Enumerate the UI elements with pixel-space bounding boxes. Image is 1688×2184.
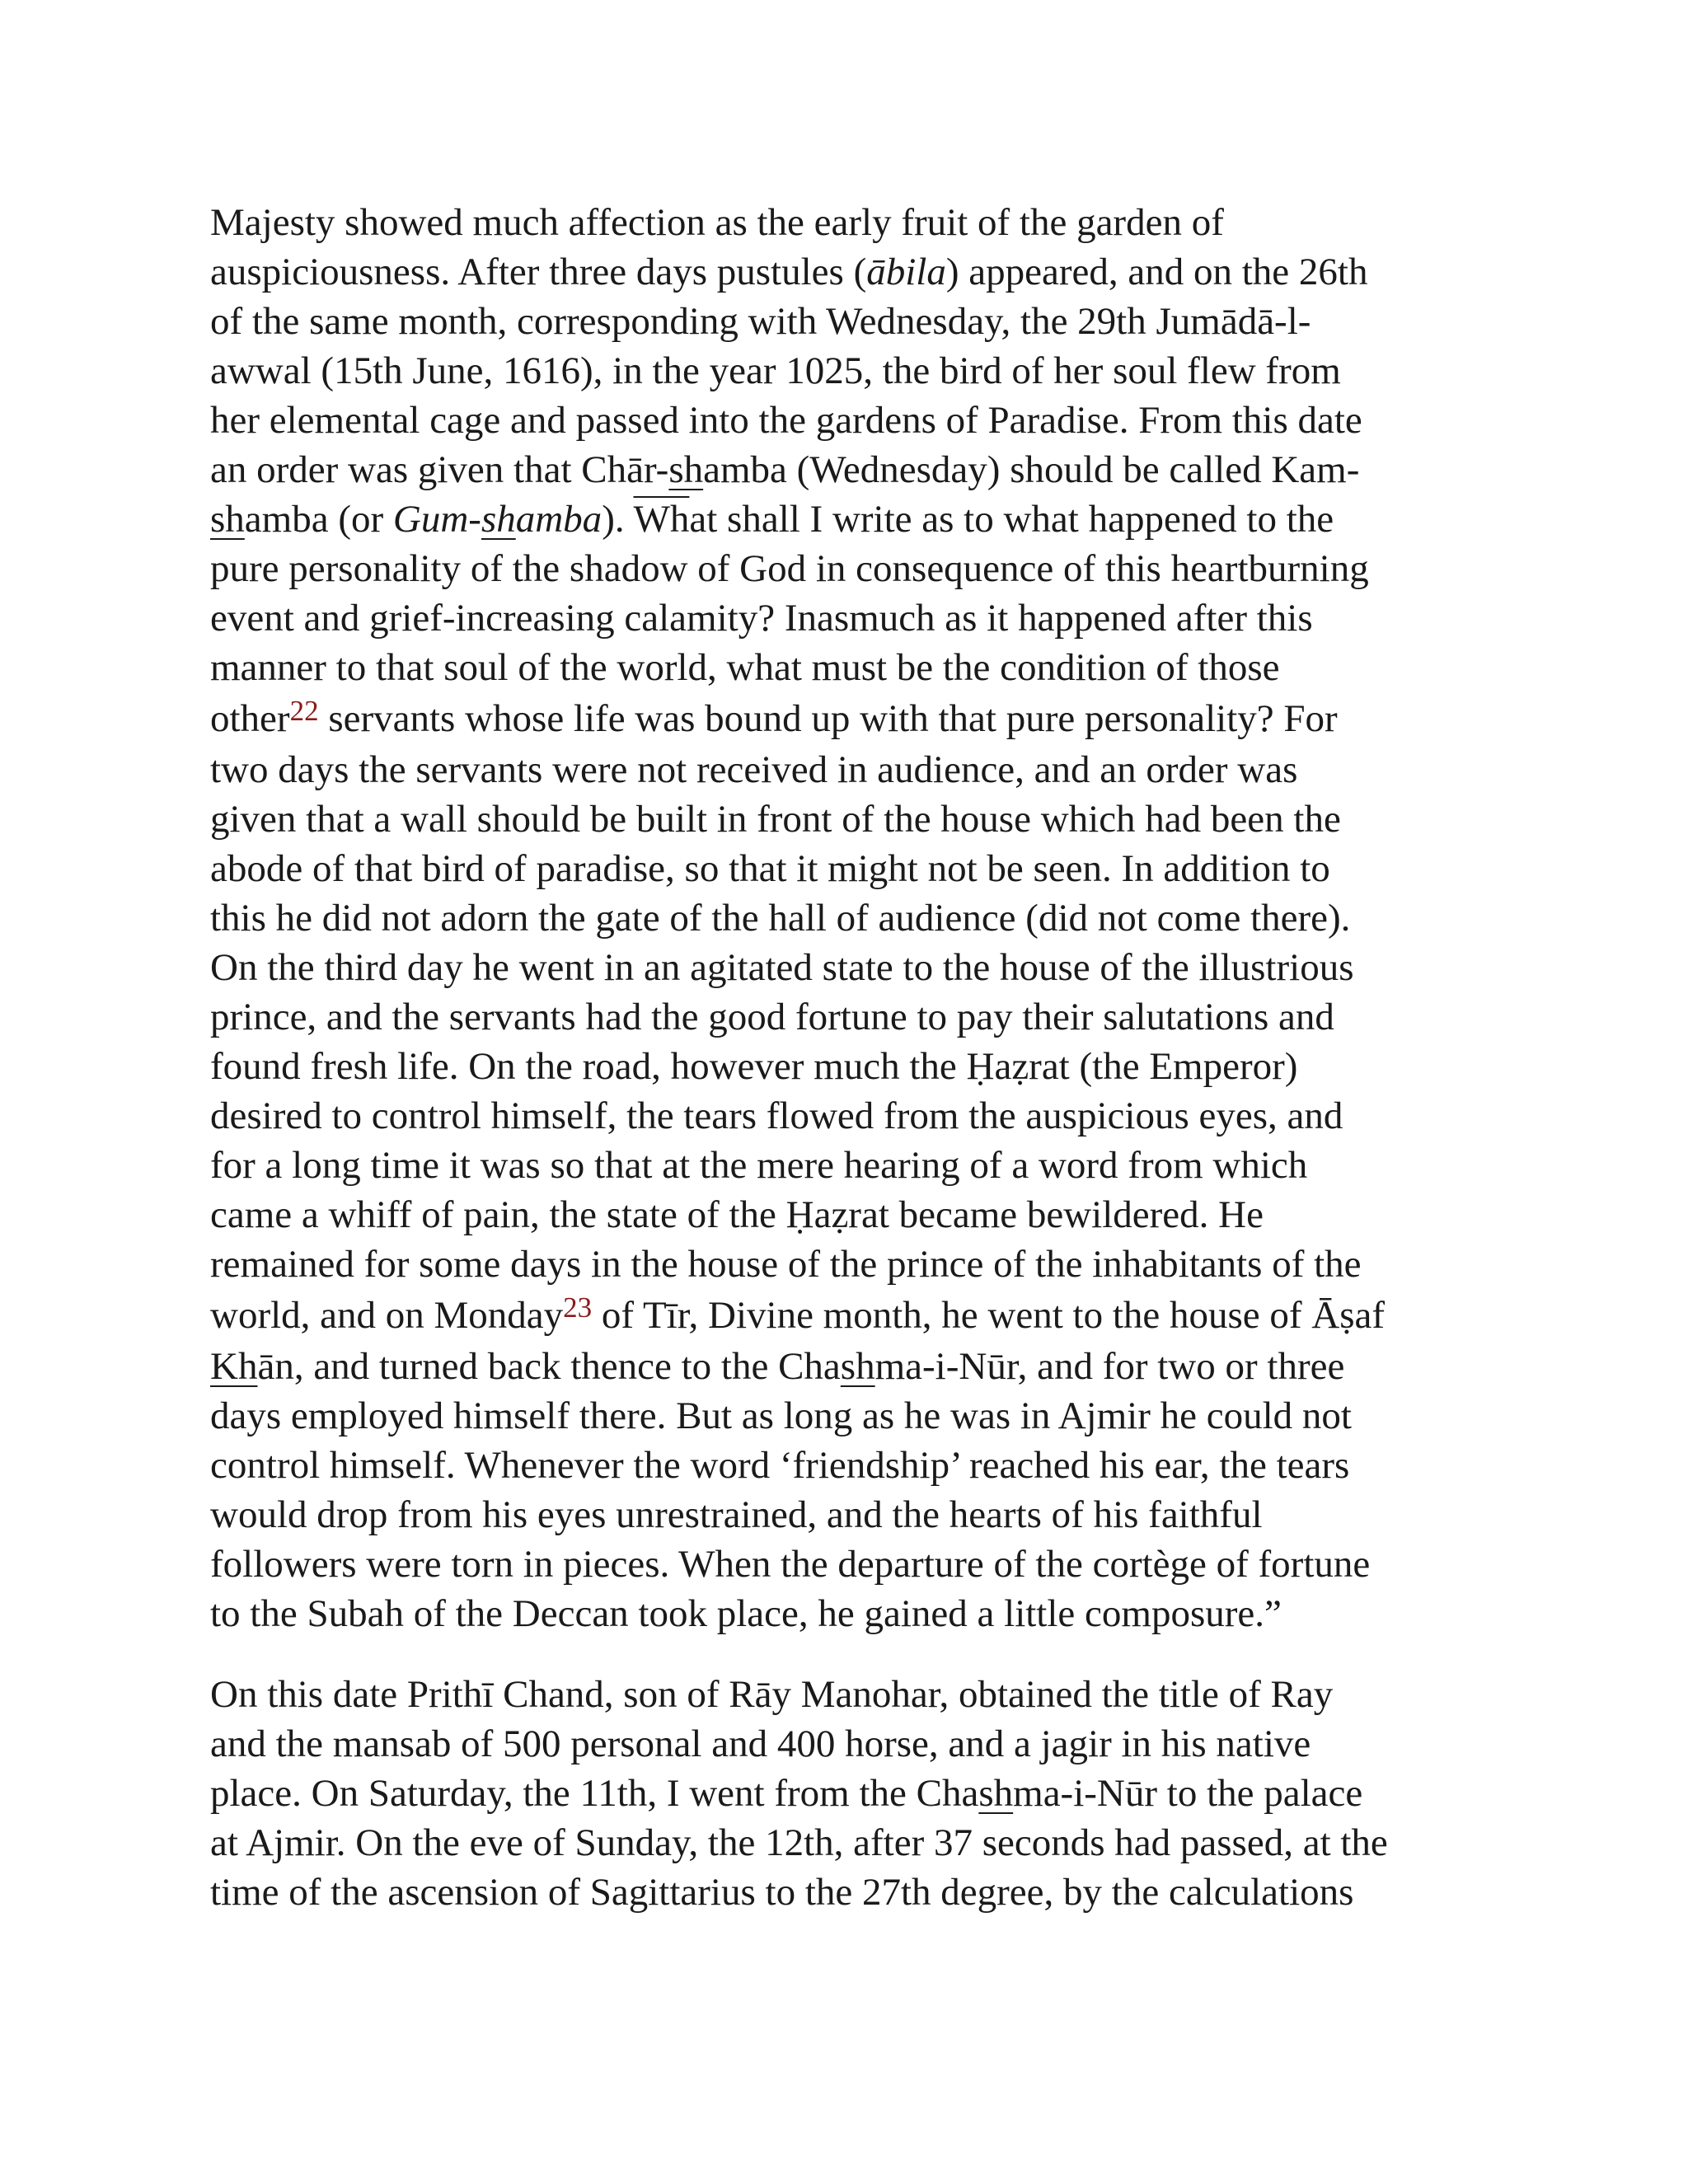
text-run: Kh — [210, 1345, 258, 1388]
text-line — [210, 1091, 1496, 1141]
text-line — [210, 1141, 1496, 1190]
text-run: ma-i-Nūr, and for two or three — [874, 1345, 1345, 1388]
text-line — [210, 643, 1496, 692]
text-run: other — [210, 697, 290, 740]
text-line — [210, 297, 1496, 346]
text-line — [210, 745, 1496, 794]
text-line — [210, 247, 1496, 297]
text-line — [210, 943, 1496, 992]
text-line — [210, 1670, 1496, 1719]
text-line — [210, 396, 1496, 445]
text-line — [210, 1490, 1496, 1540]
text-run: control himself. Whenever the word ‘friendship’ reached his ear, the tears — [210, 1444, 1350, 1487]
text-run: awwal (15th June, 1616), in the year 1025, the bird of her soul flew from — [210, 349, 1341, 392]
text-run: this he did not adorn the gate of the hall of audience (did not come there). — [210, 897, 1351, 940]
text-run: world, and on Monday — [210, 1294, 564, 1337]
paragraph — [210, 198, 1496, 1638]
text-run: followers were torn in pieces. When the departure of the cortège of fortune — [210, 1543, 1371, 1586]
text-run: would drop from his eyes unrestrained, and the hearts of his faithful — [210, 1493, 1263, 1536]
text-run: amba (or — [244, 498, 393, 541]
text-line — [210, 1719, 1496, 1769]
text-line — [210, 844, 1496, 893]
text-run: On the third day he went in an agitated state to the house of the illustrious — [210, 946, 1354, 989]
text-run: of Tīr, Divine month, he went to the house of Āṣaf — [592, 1294, 1386, 1337]
italic-term: ābila — [866, 251, 946, 293]
text-line — [210, 692, 1496, 745]
paragraph — [210, 1670, 1496, 1917]
text-line — [210, 1769, 1496, 1818]
text-run: an order was given that Chār- — [210, 448, 669, 491]
text-run: prince, and the servants had the good fortune to pay their salutations and — [210, 996, 1334, 1038]
text-line — [210, 494, 1496, 544]
text-run: sh — [668, 448, 704, 491]
italic-term: Gum- — [392, 498, 481, 541]
text-line — [210, 593, 1496, 643]
text-run: abode of that bird of paradise, so that it might not be seen. In addition to — [210, 847, 1330, 890]
text-run: found fresh life. On the road, however much the Ḥaẓrat (the Emperor) — [210, 1045, 1298, 1088]
italic-term: amba — [515, 498, 603, 541]
text-run: sh — [840, 1345, 875, 1388]
text-run: to the Subah of the Deccan took place, he gained a little composure.” — [210, 1592, 1282, 1635]
text-line — [210, 1441, 1496, 1490]
text-line — [210, 1868, 1496, 1917]
text-run: On this date Prithī Chand, son of Rāy Manohar, obtained the title of Ray — [210, 1673, 1334, 1716]
text-run: at Ajmir. On the eve of Sunday, the 12th, after 37 seconds had passed, at the — [210, 1821, 1388, 1864]
text-run: days employed himself there. But as long as he was in Ajmir he could not — [210, 1394, 1352, 1437]
text-run: sh — [978, 1772, 1014, 1815]
text-run: ān, and turned back thence to the Cha — [257, 1345, 841, 1388]
page-text — [210, 198, 1496, 1917]
italic-term: sh — [481, 498, 516, 541]
text-run: $\overline{Wh}$ — [633, 498, 690, 541]
text-line — [210, 992, 1496, 1042]
text-run: manner to that soul of the world, what must be the condition of those — [210, 646, 1280, 689]
text-run: amba (Wednesday) should be called Kam- — [703, 448, 1360, 491]
text-run: time of the ascension of Sagittarius to the 27th degree, by the calculations — [210, 1871, 1354, 1914]
text-run: and the mansab of 500 personal and 400 horse, and a jagir in his native — [210, 1722, 1311, 1765]
text-line — [210, 198, 1496, 247]
text-line — [210, 1240, 1496, 1289]
text-run: sh — [210, 498, 245, 541]
text-line — [210, 893, 1496, 943]
text-run: event and grief-increasing calamity? Inasmuch as it happened after this — [210, 597, 1313, 640]
text-run: at shall I write as to what happened to the — [689, 498, 1334, 541]
text-line — [210, 1589, 1496, 1638]
text-run: pure personality of the shadow of God in consequence of this heartburning — [210, 547, 1369, 590]
text-run: for a long time it was so that at the mere hearing of a word from which — [210, 1144, 1308, 1187]
text-line — [210, 1289, 1496, 1342]
footnote-marker[interactable]: 22 — [289, 695, 319, 727]
text-line — [210, 1540, 1496, 1589]
text-run: of the same month, corresponding with Wednesday, the 29th Jumādā-l- — [210, 300, 1311, 343]
text-run: Majesty showed much affection as the early fruit of the garden of — [210, 201, 1224, 244]
footnote-marker[interactable]: 23 — [563, 1291, 593, 1324]
text-line — [210, 1391, 1496, 1441]
text-run: given that a wall should be built in front of the house which had been the — [210, 798, 1341, 841]
text-run: auspiciousness. After three days pustules ( — [210, 251, 867, 293]
text-run: ma-i-Nūr to the palace — [1013, 1772, 1363, 1815]
text-run: ). — [602, 498, 634, 541]
text-line — [210, 1190, 1496, 1240]
text-run: desired to control himself, the tears flowed from the auspicious eyes, and — [210, 1094, 1343, 1137]
text-run: came a whiff of pain, the state of the Ḥaẓrat became bewildered. He — [210, 1193, 1264, 1236]
text-run: her elemental cage and passed into the gardens of Paradise. From this date — [210, 399, 1362, 442]
text-line — [210, 1042, 1496, 1091]
text-line — [210, 794, 1496, 844]
text-run: place. On Saturday, the 11th, I went from the Cha — [210, 1772, 979, 1815]
text-line — [210, 346, 1496, 396]
text-run: servants whose life was bound up with that pure personality? For — [318, 697, 1338, 740]
text-run: remained for some days in the house of the prince of the inhabitants of the — [210, 1243, 1362, 1286]
text-line — [210, 544, 1496, 593]
text-run: two days the servants were not received in audience, and an order was — [210, 748, 1298, 791]
text-line — [210, 445, 1496, 494]
text-line — [210, 1342, 1496, 1391]
text-run: ) appeared, and on the 26th — [945, 251, 1368, 293]
text-line — [210, 1818, 1496, 1868]
